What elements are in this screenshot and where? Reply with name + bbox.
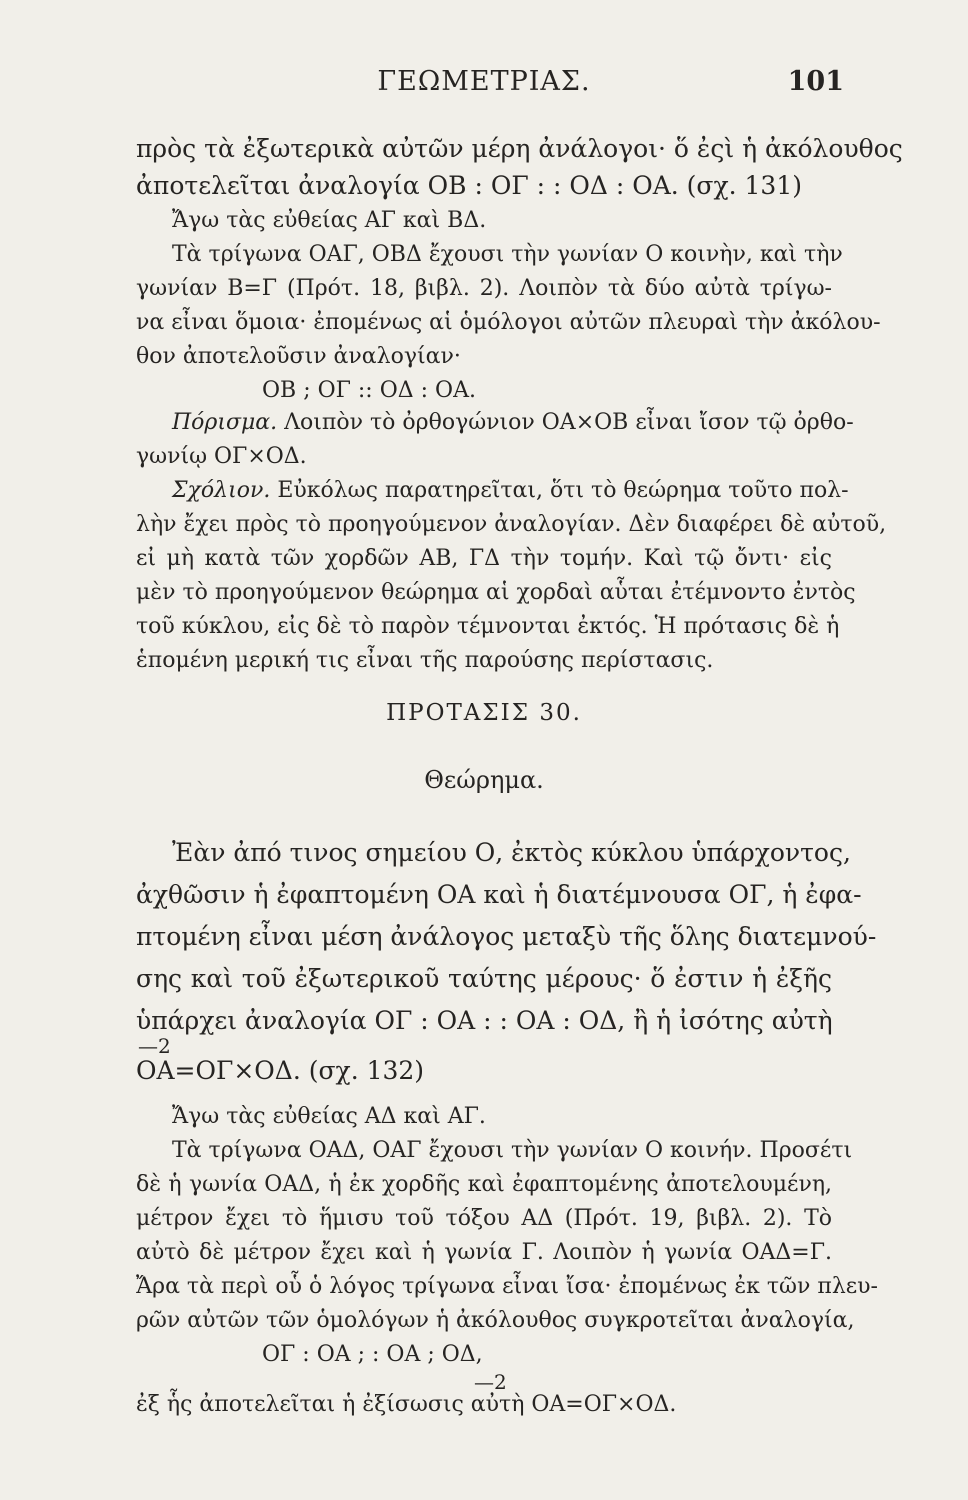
theorem-line: Ἐὰν ἀπό τινος σημείου Ο, ἐκτὸς κύκλου ὑπάρχοντος,: [172, 838, 851, 867]
theorem-line: πτομένη εἶναι μέση ἀνάλογος μεταξὺ τῆς ὅλης διατεμνού-: [136, 922, 877, 951]
text-line: ἀποτελεῖται ἀναλογία ΟΒ : ΟΓ : : ΟΔ : ΟΑ. (σχ. 131): [136, 171, 802, 200]
theorem-line: ἀχθῶσιν ἡ ἐφαπτομένη ΟΑ καὶ ἡ διατέμνουσα ΟΓ, ἡ ἐφα-: [136, 880, 862, 909]
proposition-heading: ΠΡΟΤΑΣΙΣ 30.: [386, 700, 582, 726]
scholion-text: Εὐκόλως παρατηρεῖται, ὅτι τὸ θεώρημα τοῦτο πολ-: [277, 478, 849, 503]
text-line: να εἶναι ὅμοια· ἐπομένως αἱ ὁμόλογοι αὐτῶν πλευραὶ τὴν ἀκόλου-: [136, 310, 881, 335]
running-head: ΓΕΩΜΕΤΡΙΑΣ.: [377, 66, 591, 97]
proof-line: δὲ ἡ γωνία ΟΑΔ, ἡ ἐκ χορδῆς καὶ ἐφαπτομένης ἀποτελουμένη,: [136, 1172, 832, 1197]
proposition-subheading: Θεώρημα.: [424, 766, 544, 794]
overline-exponent: —2: [474, 1370, 507, 1394]
proof-line: Τὰ τρίγωνα ΟΑΔ, ΟΑΓ ἔχουσι τὴν γωνίαν Ο κοινήν. Προσέτι: [172, 1138, 853, 1163]
text-line: ἑπομένη μερική τις εἶναι τῆς παρούσης περίστασις.: [136, 648, 714, 673]
text-line: εἰ μὴ κατὰ τῶν χορδῶν ΑΒ, ΓΔ τὴν τομήν. Καὶ τῷ ὄντι· εἰς: [136, 546, 832, 571]
text-line: Ἄγω τὰς εὐθείας ΑΓ καὶ ΒΔ.: [172, 208, 487, 233]
proof-final-line: ἐξ ἧς ἀποτελεῖται ἡ ἐξίσωσις αὐτὴ ΟΑ=ΟΓ×ΟΔ.: [136, 1392, 677, 1417]
theorem-line: ὑπάρχει ἀναλογία ΟΓ : ΟΑ : : ΟΑ : ΟΔ, ἢ ἡ ἰσότης αὐτὴ: [136, 1006, 833, 1035]
scholion-line: [172, 478, 849, 503]
porisma-line: [172, 410, 854, 435]
proportion-formula: ΟΒ ; ΟΓ :: ΟΔ : ΟΑ.: [262, 378, 476, 403]
text-line: τοῦ κύκλου, εἰς δὲ τὸ παρὸν τέμνονται ἐκτός. Ἡ πρότασις δὲ ἡ: [136, 614, 840, 639]
proof-line: Ἄγω τὰς εὐθείας ΑΔ καὶ ΑΓ.: [172, 1104, 486, 1129]
text-line: θον ἀποτελοῦσιν ἀναλογίαν·: [136, 344, 461, 369]
overline-exponent: —2: [138, 1034, 171, 1058]
proof-line: μέτρον ἔχει τὸ ἥμισυ τοῦ τόξου ΑΔ (Πρότ. 19, βιβλ. 2). Τὸ: [136, 1206, 832, 1231]
text-line: γωνίῳ ΟΓ×ΟΔ.: [136, 444, 307, 469]
proof-proportion: ΟΓ : ΟΑ ; : ΟΑ ; ΟΔ,: [262, 1342, 483, 1367]
proof-line: Ἄρα τὰ περὶ οὗ ὁ λόγος τρίγωνα εἶναι ἴσα· ἐπομένως ἐκ τῶν πλευ-: [136, 1274, 878, 1299]
text-line: Τὰ τρίγωνα ΟΑΓ, ΟΒΔ ἔχουσι τὴν γωνίαν Ο κοινὴν, καὶ τὴν: [172, 242, 843, 267]
scholion-label: Σχόλιον.: [172, 478, 271, 503]
page-number: 101: [787, 66, 844, 97]
proof-line: αὐτὸ δὲ μέτρον ἔχει καὶ ἡ γωνία Γ. Λοιπὸν ἡ γωνία ΟΑΔ=Γ.: [136, 1240, 832, 1265]
theorem-formula: ΟΑ=ΟΓ×ΟΔ. (σχ. 132): [136, 1056, 425, 1085]
text-line: γωνίαν Β=Γ (Πρότ. 18, βιβλ. 2). Λοιπὸν τὰ δύο αὐτὰ τρίγω-: [136, 276, 832, 301]
text-line: μὲν τὸ προηγούμενον θεώρημα αἱ χορδαὶ αὗται ἐτέμνοντο ἐντὸς: [136, 580, 856, 605]
theorem-line: σης καὶ τοῦ ἐξωτερικοῦ ταύτης μέρους· ὅ ἐστιν ἡ ἐξῆς: [136, 964, 832, 993]
porisma-label: Πόρισμα.: [172, 410, 278, 435]
text-line: λὴν ἔχει πρὸς τὸ προηγούμενον ἀναλογίαν. Δὲν διαφέρει δὲ αὐτοῦ,: [136, 512, 887, 537]
text-line: πρὸς τὰ ἐξωτερικὰ αὐτῶν μέρη ἀνάλογοι· ὅ ἐςὶ ἡ ἀκόλουθος: [136, 134, 903, 163]
porisma-text: Λοιπὸν τὸ ὀρθογώνιον ΟΑ×ΟΒ εἶναι ἴσον τῷ ὀρθο-: [284, 410, 854, 435]
proof-line: ρῶν αὐτῶν τῶν ὁμολόγων ἡ ἀκόλουθος συγκροτεῖται ἀναλογία,: [136, 1308, 855, 1333]
